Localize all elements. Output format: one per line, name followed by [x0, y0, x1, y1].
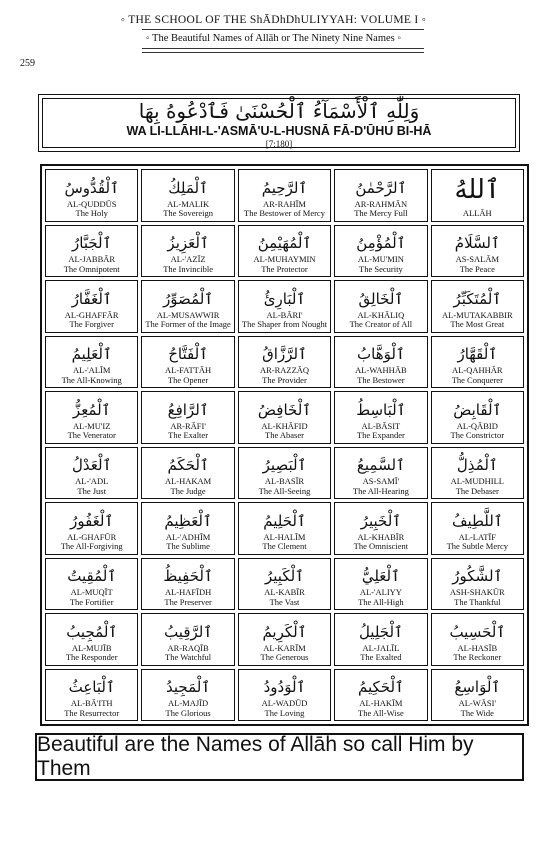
name-meaning: The All-Hearing	[352, 485, 409, 496]
name-transliteration: AL-QĀBID	[456, 420, 498, 431]
name-cell	[45, 391, 138, 444]
name-transliteration: AR-RĀFI'	[170, 420, 206, 431]
name-transliteration: AL-HAFĪDH	[164, 587, 212, 598]
name-cell	[238, 447, 331, 500]
name-arabic: ٱلرَّافِعُ	[167, 400, 209, 419]
name-arabic: ٱلْجَلِيلُ	[358, 622, 403, 641]
name-meaning: The Sovereign	[163, 208, 213, 219]
name-transliteration: AL-MALIK	[167, 198, 210, 209]
name-meaning: The Reckoner	[453, 652, 502, 663]
header-divider	[142, 48, 424, 49]
name-arabic: ٱلْبَصِيرُ	[262, 456, 307, 475]
name-cell	[141, 225, 234, 278]
footer-banner-text: Beautiful are the Names of Allāh so call Him by Them	[37, 733, 474, 780]
name-arabic: ٱلسَّمِيعُ	[356, 456, 405, 475]
name-transliteration: AL-'ALIYY	[359, 587, 402, 598]
page-header-title: ◦ THE SCHOOL OF THE ShĀDhDhULIYYAH: VOLUME I ◦	[120, 14, 427, 26]
name-cell	[141, 502, 234, 555]
name-meaning: The All-Knowing	[61, 374, 122, 385]
name-meaning: The Former of the Image	[145, 319, 231, 330]
name-arabic: ٱلْبَاعِثُ	[68, 678, 115, 697]
header-divider	[142, 29, 424, 30]
name-cell	[334, 558, 427, 611]
name-meaning: The Omnipotent	[63, 263, 120, 274]
name-meaning: The Omniscient	[353, 541, 409, 552]
name-transliteration: AL-MUHAYMIN	[253, 254, 316, 265]
name-meaning: The Fortifier	[69, 596, 114, 607]
name-transliteration: ASH-SHAKŪR	[449, 587, 505, 598]
footer-banner	[35, 733, 524, 781]
name-transliteration: AL-WĀSI'	[458, 698, 496, 709]
name-transliteration: AL-KARĪM	[263, 642, 306, 653]
name-cell	[334, 225, 427, 278]
name-arabic: ٱلْغَفُورُ	[70, 511, 114, 530]
name-transliteration: AL-QAHHĀR	[452, 365, 503, 376]
name-cell	[334, 280, 427, 333]
name-arabic: ٱلْحَكَمُ	[167, 456, 209, 475]
name-meaning: The Bestower of Mercy	[244, 208, 325, 219]
name-arabic: ٱلْغَفَّارُ	[71, 289, 112, 308]
name-transliteration: AL-KHABĪR	[357, 531, 405, 542]
name-transliteration: AL-'ADL	[75, 476, 109, 487]
name-meaning: The Glorious	[165, 707, 211, 718]
name-cell	[238, 336, 331, 389]
name-arabic: ٱلْقَهَّارُ	[457, 345, 498, 364]
name-cell	[141, 336, 234, 389]
name-meaning: The Sublime	[166, 541, 210, 552]
name-transliteration: AL-HAKAM	[164, 476, 212, 487]
name-cell	[141, 447, 234, 500]
name-meaning: The Invincible	[163, 263, 213, 274]
name-transliteration: AL-GHAFŪR	[67, 531, 117, 542]
name-arabic: ٱلْعَزِيزُ	[167, 234, 209, 253]
page-number: 259	[20, 58, 35, 69]
name-meaning: The Peace	[459, 263, 495, 274]
name-arabic: ٱلْمَجِيدُ	[166, 678, 211, 697]
name-cell	[238, 502, 331, 555]
name-arabic: ٱلْعَلِيُّ	[361, 567, 400, 586]
name-transliteration: AS-SAMĪ'	[362, 476, 400, 487]
name-transliteration: AL-MU'IZ	[72, 420, 111, 431]
name-cell	[334, 502, 427, 555]
name-transliteration: AL-MUJĪB	[71, 642, 112, 653]
name-meaning: The Responder	[65, 652, 118, 663]
name-meaning: The Loving	[264, 707, 305, 718]
name-meaning: The Protector	[261, 263, 308, 274]
name-cell	[141, 169, 234, 222]
page-header-subtitle: ◦ The Beautiful Names of Allāh or The Ninety Nine Names ◦	[145, 33, 402, 44]
name-cell	[141, 669, 234, 722]
name-cell	[431, 558, 524, 611]
name-arabic: ٱلْمُجِيبُ	[66, 622, 118, 641]
name-meaning: The Subtle Mercy	[446, 541, 508, 552]
name-cell	[431, 225, 524, 278]
name-meaning: The Holy	[75, 208, 108, 219]
name-transliteration: AL-HASĪB	[457, 642, 498, 653]
name-arabic: ٱلْمَلِكُ	[168, 178, 208, 197]
name-transliteration: AL-MUQĪT	[70, 587, 113, 598]
name-meaning: The Resurrector	[64, 707, 120, 718]
name-arabic: ٱلْعَظِيمُ	[164, 511, 212, 530]
name-cell	[45, 613, 138, 666]
name-meaning: The All-Wise	[358, 707, 404, 718]
name-meaning: The Judge	[170, 485, 206, 496]
name-arabic: ٱلْجَبَّارُ	[72, 234, 112, 253]
name-arabic: ٱلْفَتَّاحُ	[168, 345, 208, 364]
verse-reference: [7:180]	[265, 139, 293, 149]
name-transliteration: AL-KHĀLIQ	[357, 309, 405, 320]
name-arabic: ٱلْوَاسِعُ	[454, 678, 501, 697]
name-meaning: The Shaper from Nought	[241, 319, 328, 330]
name-cell	[238, 613, 331, 666]
name-transliteration: AL-BASĪR	[264, 476, 305, 487]
name-transliteration: AR-RAHĪM	[263, 198, 306, 209]
name-cell	[334, 391, 427, 444]
name-cell	[45, 447, 138, 500]
name-cell	[141, 613, 234, 666]
name-arabic: ٱلْحَفِيظُ	[163, 567, 213, 586]
name-meaning: The All-High	[358, 596, 404, 607]
name-transliteration: AL-BĀSIT	[361, 420, 401, 431]
name-meaning: The Creator of All	[349, 319, 413, 330]
name-meaning: The Vast	[269, 596, 300, 607]
name-arabic: ٱلسَّلَامُ	[454, 234, 500, 253]
name-meaning: The Opener	[167, 374, 209, 385]
name-cell	[431, 336, 524, 389]
name-meaning: The Debaser	[455, 485, 499, 496]
name-arabic: ٱلرَّزَّاقُ	[262, 345, 307, 364]
name-cell	[238, 169, 331, 222]
name-meaning: The All-Seeing	[258, 485, 311, 496]
name-cell	[238, 225, 331, 278]
name-meaning: The Abaser	[265, 430, 304, 441]
name-arabic: ٱلْقُدُّوسُ	[64, 178, 119, 197]
name-cell	[141, 558, 234, 611]
name-arabic: ٱلْكَرِيمُ	[262, 622, 307, 641]
name-transliteration: ALLĀH	[462, 208, 492, 219]
header-divider	[142, 52, 424, 53]
name-arabic: ٱلْوَهَّابُ	[357, 345, 405, 364]
name-transliteration: AL-LATĪF	[458, 531, 496, 542]
name-transliteration: AL-FATTĀH	[165, 365, 212, 376]
name-meaning: The Generous	[260, 652, 309, 663]
name-transliteration: AL-JABBĀR	[68, 254, 116, 265]
name-arabic: ٱلْحَسِيبُ	[449, 622, 506, 641]
name-meaning: The Bestower	[357, 374, 405, 385]
verse-box	[38, 94, 520, 152]
name-cell	[45, 280, 138, 333]
name-cell	[431, 613, 524, 666]
name-arabic: ٱلْبَاسِطُ	[356, 400, 406, 419]
name-meaning: The All-Forgiving	[60, 541, 123, 552]
name-cell	[431, 391, 524, 444]
name-cell	[238, 669, 331, 722]
name-arabic: ٱلْمُذِلُّ	[456, 456, 498, 475]
name-transliteration: AR-RAHMĀN	[354, 198, 408, 209]
name-arabic: ٱلْعَدْلُ	[72, 456, 112, 475]
name-arabic: ٱلرَّحْمٰنُ	[355, 178, 407, 197]
name-meaning: The Conquerer	[451, 374, 503, 385]
name-cell	[238, 558, 331, 611]
name-transliteration: AL-BĀRI'	[266, 309, 303, 320]
name-meaning: The Just	[77, 485, 106, 496]
name-cell	[45, 169, 138, 222]
name-transliteration: AL-MU'MIN	[357, 254, 404, 265]
name-meaning: The Mercy Full	[354, 208, 408, 219]
name-cell	[334, 447, 427, 500]
name-transliteration: AL-MUTAKABBIR	[441, 309, 513, 320]
name-transliteration: AL-'ALĪM	[72, 365, 111, 376]
name-arabic: ٱلْخَالِقُ	[358, 289, 404, 308]
name-transliteration: AL-KABĪR	[264, 587, 305, 598]
name-arabic: ٱلْمُصَوِّرُ	[163, 289, 214, 308]
name-arabic: ٱلْحَكِيمُ	[357, 678, 404, 697]
name-transliteration: AL-QUDDŪS	[66, 198, 117, 209]
name-meaning: The Forgiver	[69, 319, 114, 330]
name-meaning: The Expander	[356, 430, 405, 441]
name-arabic: ٱلْمُعِزُّ	[72, 400, 111, 419]
name-cell	[334, 669, 427, 722]
name-meaning: The Most Great	[450, 319, 505, 330]
name-arabic: ٱلرَّقِيبُ	[164, 622, 213, 641]
name-arabic: ٱلْخَبِيرُ	[360, 511, 402, 530]
name-transliteration: AL-MUSAWWIR	[156, 309, 220, 320]
name-arabic: ٱلْمُؤْمِنُ	[356, 234, 406, 253]
name-meaning: The Watchful	[165, 652, 212, 663]
name-meaning: The Constrictor	[450, 430, 505, 441]
name-cell	[238, 280, 331, 333]
name-arabic: ٱلْبَارِئُ	[263, 289, 306, 308]
name-cell	[334, 336, 427, 389]
name-transliteration: AL-WADŪD	[261, 698, 308, 709]
name-cell	[45, 558, 138, 611]
name-transliteration: AS-SALĀM	[455, 254, 500, 265]
name-transliteration: AL-HAKĪM	[359, 698, 403, 709]
name-transliteration: AR-RAZZĀQ	[259, 365, 310, 376]
name-transliteration: AL-GHAFFĀR	[64, 309, 119, 320]
name-cell	[238, 391, 331, 444]
name-cell	[45, 669, 138, 722]
name-cell	[45, 336, 138, 389]
name-meaning: The Provider	[262, 374, 307, 385]
name-arabic: ٱلْمُتَكَبِّرُ	[453, 289, 502, 308]
names-grid	[40, 164, 529, 726]
verse-transliteration: WA LI-LLĀHI-L-'ASMĀ'U-L-HUSNĀ FĀ-D'ŪHU BI-HĀ	[126, 124, 432, 138]
name-meaning: The Exalter	[168, 430, 209, 441]
name-arabic: ٱلْعَلِيمُ	[71, 345, 112, 364]
name-meaning: The Thankful	[454, 596, 501, 607]
name-arabic: ٱلْخَافِضُ	[257, 400, 312, 419]
name-meaning: The Venerator	[67, 430, 116, 441]
name-cell	[334, 169, 427, 222]
name-transliteration: AL-WAHHĀB	[355, 365, 407, 376]
name-arabic: ٱللهُ	[454, 175, 501, 206]
name-arabic: ٱلشَّكُورُ	[452, 567, 503, 586]
name-arabic: ٱلْمُقِيتُ	[67, 567, 117, 586]
name-arabic: ٱلْقَابِضُ	[453, 400, 502, 419]
name-arabic: ٱلْكَبِيرُ	[265, 567, 304, 586]
name-cell	[334, 613, 427, 666]
name-transliteration: AL-HALĪM	[263, 531, 306, 542]
name-meaning: The Wide	[460, 707, 494, 718]
name-transliteration: AL-KHĀFID	[261, 420, 308, 431]
name-transliteration: AL-JALĪL	[362, 642, 400, 653]
name-cell	[431, 669, 524, 722]
name-transliteration: AL-'ADHĪM	[165, 531, 211, 542]
name-transliteration: AL-MAJĪD	[168, 698, 209, 709]
name-cell	[141, 391, 234, 444]
name-transliteration: AL-BĀ'ITH	[70, 698, 113, 709]
name-arabic: ٱلْمُهَيْمِنُ	[257, 234, 312, 253]
name-arabic: ٱلْحَلِيمُ	[263, 511, 306, 530]
name-cell	[45, 502, 138, 555]
verse-arabic: وَلِلّٰهِ ٱلْأَسْمَآءُ ٱلْحُسْنَىٰ فَٱدْعُوهُ بِهَا	[138, 99, 420, 123]
name-arabic: ٱلْوَدُودُ	[263, 678, 306, 697]
name-transliteration: AL-MUDHILL	[450, 476, 504, 487]
name-cell	[141, 280, 234, 333]
name-cell	[431, 169, 524, 222]
name-meaning: The Exalted	[360, 652, 402, 663]
name-arabic: ٱللَّطِيفُ	[451, 511, 503, 530]
name-cell	[431, 447, 524, 500]
name-meaning: The Security	[359, 263, 403, 274]
name-meaning: The Clement	[262, 541, 307, 552]
name-transliteration: AL-'AZĪZ	[170, 254, 206, 265]
name-arabic: ٱلرَّحِيمُ	[261, 178, 308, 197]
name-transliteration: AR-RAQĪB	[167, 642, 209, 653]
name-cell	[45, 225, 138, 278]
name-cell	[431, 502, 524, 555]
name-meaning: The Preserver	[164, 596, 212, 607]
name-cell	[431, 280, 524, 333]
